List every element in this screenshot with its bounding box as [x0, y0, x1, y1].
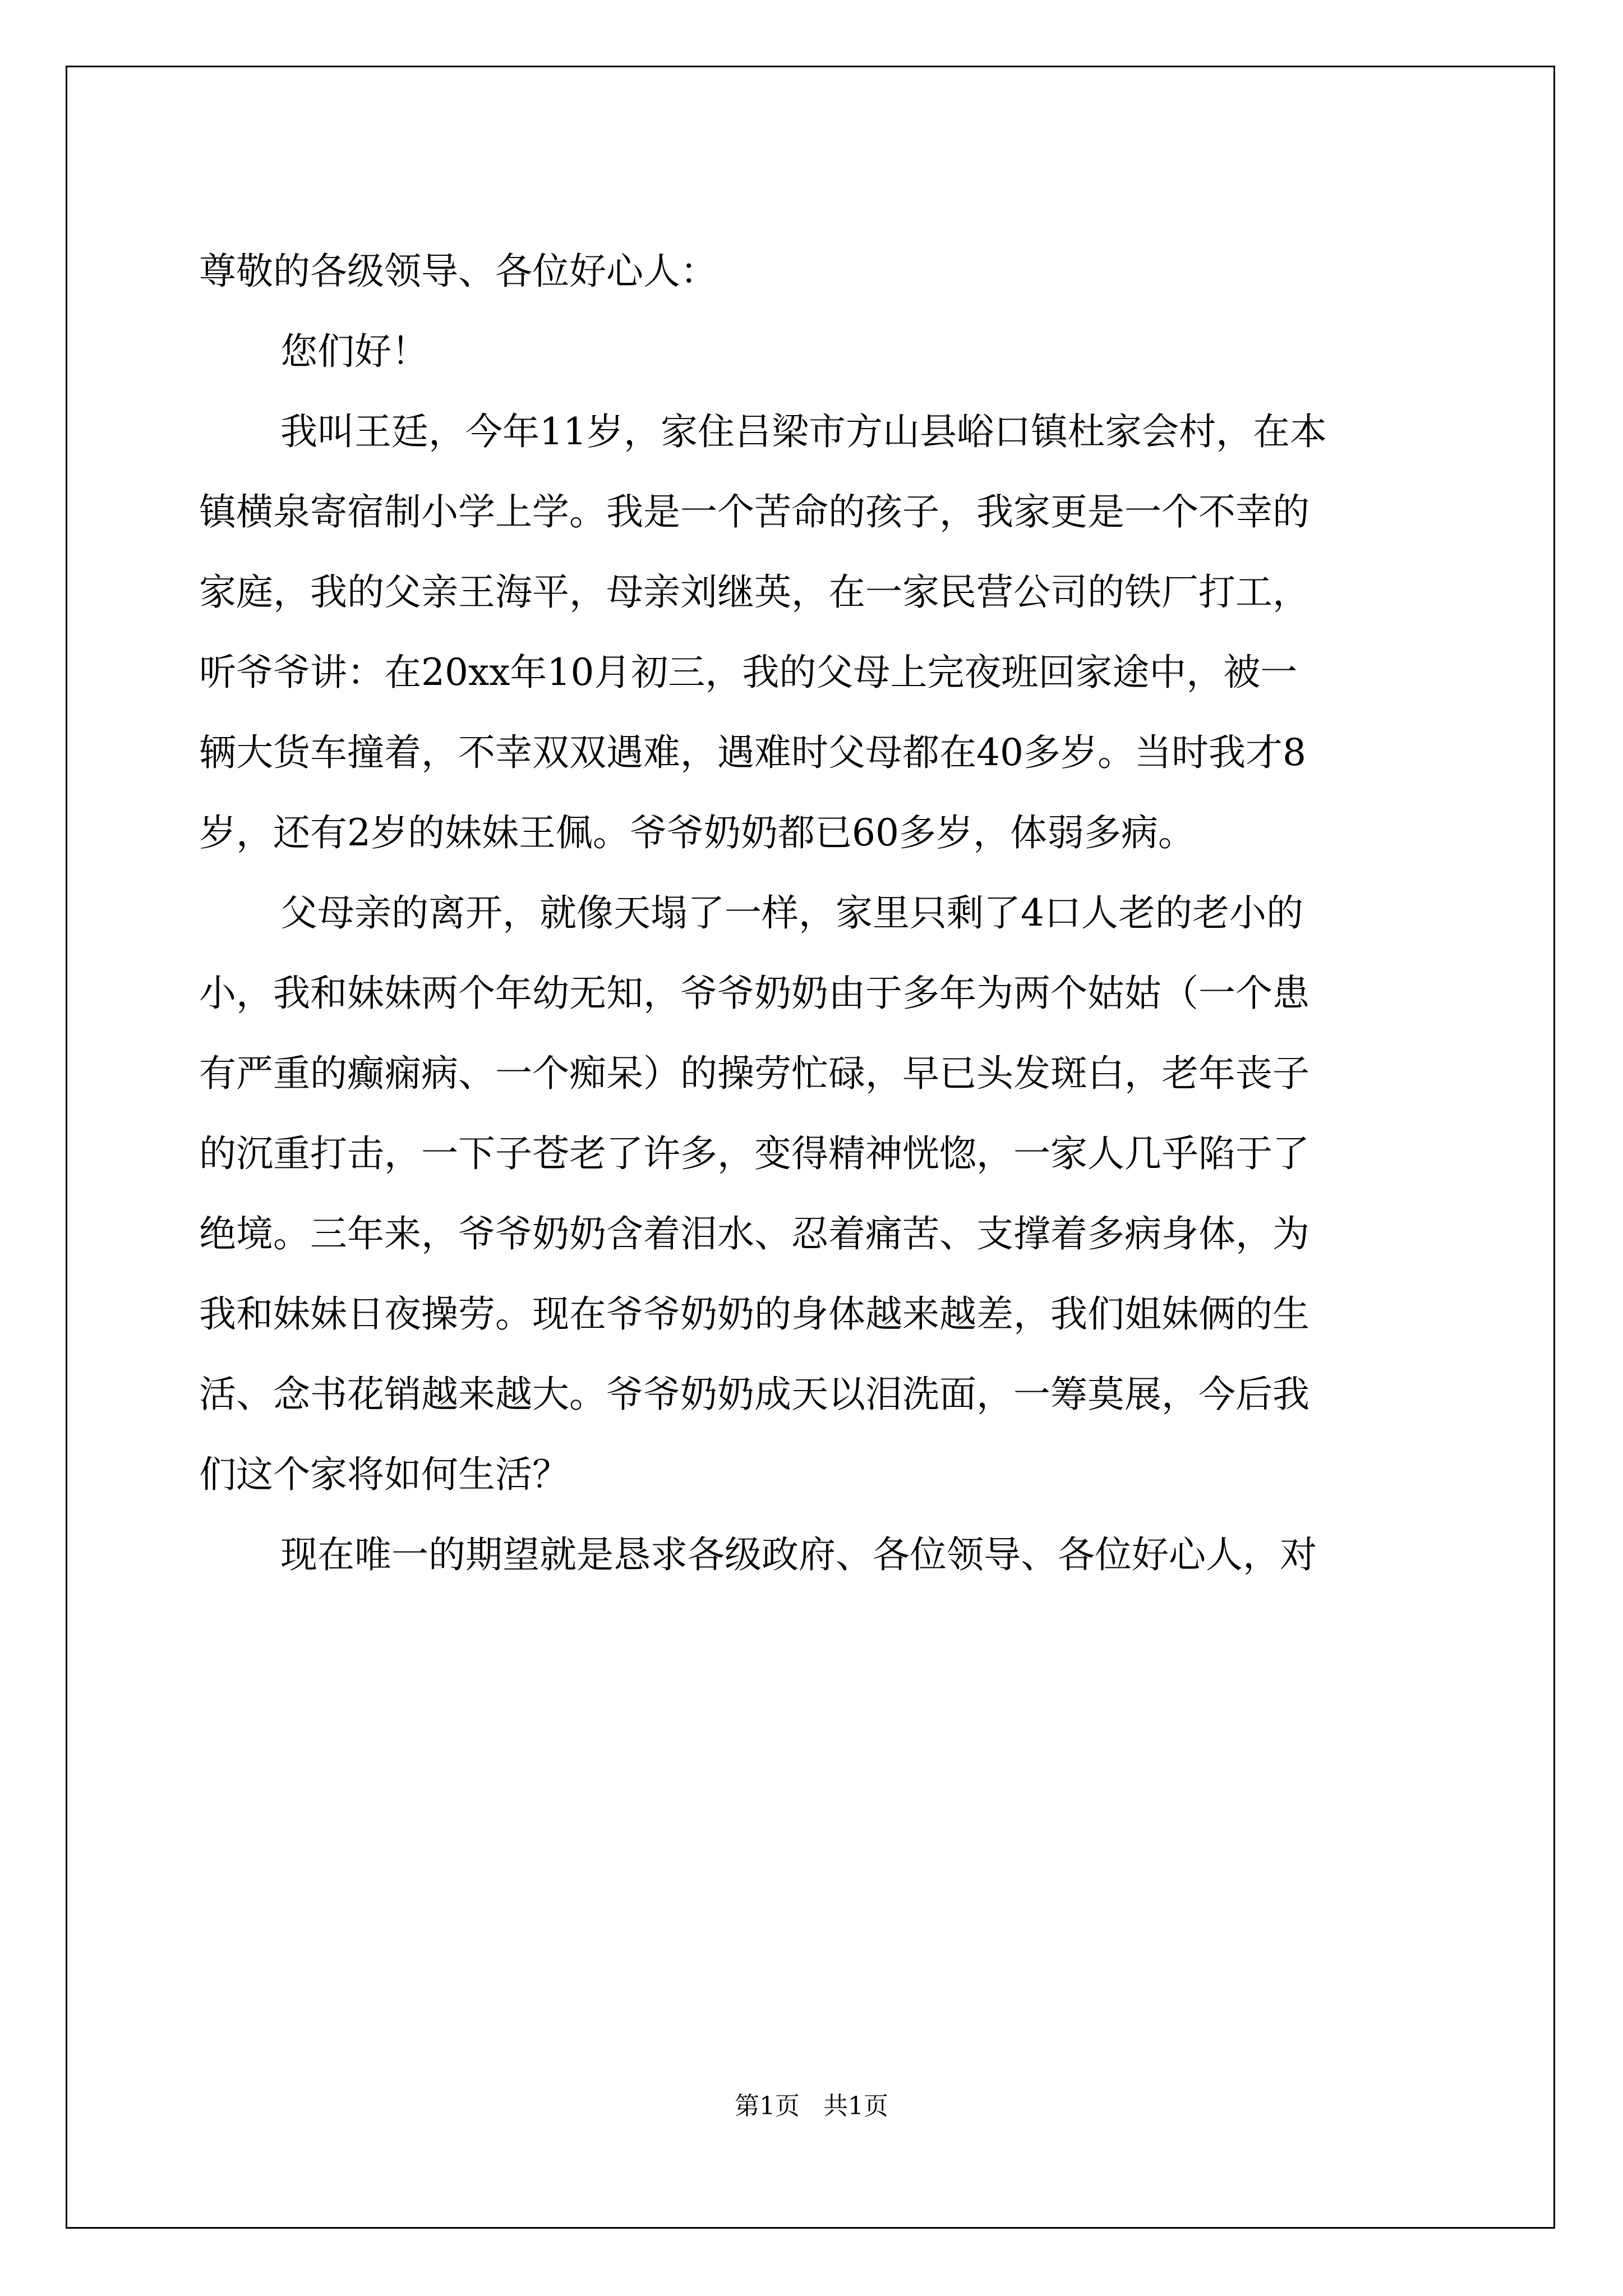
line-text: 绝境。三年来，爷爷奶奶含着泪水、忍着痛苦、支撑着多病身体，为 — [199, 1212, 1310, 1255]
letter-body — [199, 231, 1433, 1595]
salutation-line — [199, 231, 1433, 311]
paragraph-line — [199, 472, 1433, 552]
line-text: 有严重的癫痫病、一个痴呆）的操劳忙碌，早已头发斑白，老年丧子 — [199, 1052, 1310, 1095]
paragraph-line — [199, 793, 1433, 873]
paragraph-line — [199, 712, 1433, 793]
line-text: 小，我和妹妹两个年幼无知，爷爷奶奶由于多年为两个姑姑（一个患 — [199, 972, 1310, 1015]
line-text: 辆大货车撞着，不幸双双遇难，遇难时父母都在40多岁。当时我才8 — [199, 731, 1306, 774]
paragraph-line — [199, 873, 1433, 953]
paragraph-line — [199, 1354, 1433, 1434]
greeting-line — [199, 311, 1433, 392]
line-text: 您们好！ — [280, 330, 428, 373]
line-text: 现在唯一的期望就是恳求各级政府、各位领导、各位好心人，对 — [280, 1533, 1317, 1576]
paragraph-line — [199, 1274, 1433, 1354]
line-text: 听爷爷讲：在20xx年10月初三，我的父母上完夜班回家途中，被一 — [199, 651, 1298, 694]
paragraph-line — [199, 1114, 1433, 1194]
paragraph-line — [199, 1434, 1433, 1515]
paragraph-line — [199, 392, 1433, 472]
line-text: 我和妹妹日夜操劳。现在爷爷奶奶的身体越来越差，我们姐妹俩的生 — [199, 1292, 1310, 1336]
line-text: 活、念书花销越来越大。爷爷奶奶成天以泪洗面，一筹莫展，今后我 — [199, 1373, 1310, 1416]
line-text: 我叫王廷，今年11岁，家住吕梁市方山县峪口镇杜家会村，在本 — [280, 410, 1327, 453]
line-text: 的沉重打击，一下子苍老了许多，变得精神恍惚，一家人几乎陷于了 — [199, 1132, 1310, 1175]
page-footer: 第1页 共1页 — [735, 2092, 888, 2120]
paragraph-line — [199, 632, 1433, 712]
line-text: 尊敬的各级领导、各位好心人： — [199, 250, 717, 293]
paragraph-line — [199, 552, 1433, 632]
line-text: 岁，还有2岁的妹妹王佩。爷爷奶奶都已60多岁，体弱多病。 — [199, 811, 1195, 854]
line-text: 父母亲的离开，就像天塌了一样，家里只剩了4口人老的老小的 — [280, 891, 1303, 935]
paragraph-line — [199, 1515, 1433, 1595]
paragraph-line — [199, 953, 1433, 1033]
line-text: 们这个家将如何生活？ — [199, 1453, 569, 1496]
paragraph-line — [199, 1033, 1433, 1114]
line-text: 家庭，我的父亲王海平，母亲刘继英，在一家民营公司的铁厂打工， — [199, 570, 1310, 614]
line-text: 镇横泉寄宿制小学上学。我是一个苦命的孩子，我家更是一个不幸的 — [199, 490, 1310, 533]
paragraph-line — [199, 1194, 1433, 1274]
